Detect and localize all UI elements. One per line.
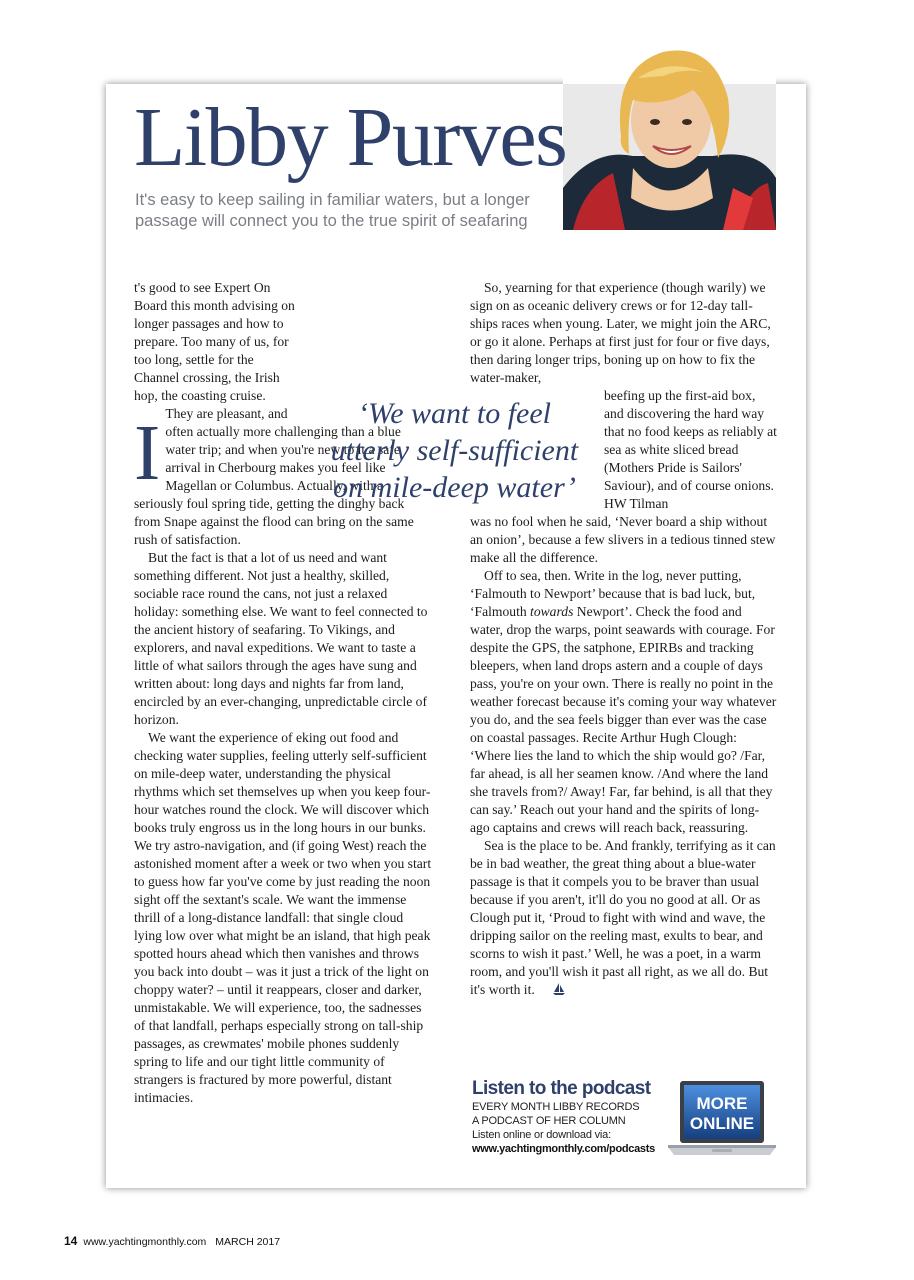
right-paragraph-2: Off to sea, then. Write in the log, never putting, ‘Falmouth to Newport’ because that is bad luck, but, ‘Falmouth towards Newport’. Check the food and water, drop the warps, point seawards with courage. For despite the GPS, the satphone, EPIRBs and tracking bleepers, when land drops astern and a couple of days pass, you're on your own. There is really no point in the weather forecast because it's coming your way whatever you do, and the sea feels bigger than ever was the case on coastal passages. Recite Arthur Hugh Clough: ‘Where lies the land to which the ship would go? /Far, far ahead, is all her seamen know. /And where the land she travels from?/ Away! Far, far behind, is all that they can say.’ Reach out your hand and the spirits of long-ago captains and crews will reach back, reassuring. [470,568,777,835]
right-paragraph-1b: beefing up the first-aid box, and discovering the hard way that no food keeps as reliably at sea as white sliced bread (Mothers Pride is Sailors' Saviour), and of course onions. HW Tilman [604,388,777,511]
page-number: 14 [64,1234,78,1248]
badge-line-2: ONLINE [689,1114,755,1133]
author-portrait [563,38,776,230]
podcast-box [472,1078,672,1156]
left-paragraph-1b: from Snape against the flood can bring on the same rush of satisfaction. [134,514,414,547]
pull-quote-line-3: on mile-deep water’ [333,471,576,504]
sailboat-icon [539,982,565,1001]
article-title: Libby Purves [134,91,567,184]
podcast-line-1: EVERY MONTH LIBBY RECORDS [472,1101,640,1113]
left-paragraph-3: We want the experience of eking out food and checking water supplies, feeling utterly self-sufficient on mile-deep water, understanding the physical rhythms which set themselves up when you keep four-hour watches round the clock. We will discover which books truly engross us in the long hours in our bunks. We try astro-navigation, and (if going West) reach the astonished moment after a week or two when you start to guess how far you've come by just reading the noon sight off the sextant's scale. We want the immense thrill of a long-distance landfall: that single cloud lying low over what might be an island, that high peak spotted hours ahead which then vanishes and throws you back into doubt – was it just a trick of the light on choppy water? – until it reappears, closer and darker, unmistakable. We will experience, too, the sadnesses of that landfall, perhaps especially strong on tall-ship passages, as crewmates' mobile phones suddenly spring to life and our tight little community of strangers is fractured by more powerful, distant intimacies. [134,730,432,1105]
right-paragraph-1a: So, yearning for that experience (though warily) we sign on as oceanic delivery crews or for 12-day tall-ships races when young. Later, we might join the ARC, or go it alone. Perhaps at first just for four or five days, then daring longer trips, boning up on how to fix the water-maker, [470,280,771,385]
article-subtitle: It's easy to keep sailing in familiar waters, but a longer passage will connect you to the true spirit of seafaring [135,191,530,230]
pull-quote [302,395,607,506]
right-column [470,279,777,1001]
pull-quote-line-1: ‘We want to feel [357,397,552,430]
footer-site: www.yachtingmonthly.com [83,1236,207,1248]
pull-quote-line-2: utterly self-sufficient [330,434,579,467]
right-paragraph-3: Sea is the place to be. And frankly, terrifying as it can be in bad weather, the great thing about a blue-water passage is that it compels you to be braver than usual because if you aren't, it'll do you no good at all. Or as Clough put it, ‘Proud to fight with wind and wave, the dripping sailor on the reeling mast, exults to bear, and scorns to wish it past.’ Well, he was a poet, in a warm room, and you'll wish it past all right, as we all do. But it's worth it. [470,837,777,1001]
footer-date: MARCH 2017 [215,1236,281,1248]
podcast-url[interactable]: www.yachtingmonthly.com/podcasts [472,1143,655,1155]
podcast-line-2: A PODCAST OF HER COLUMN [472,1115,626,1127]
page-footer [64,1234,280,1248]
drop-cap: I [134,410,161,497]
left-paragraph-1a: t's good to see Expert On Board this month advising on longer passages and how to prepare. Too many of us, for too long, settle for the Channel crossing, the Irish hop, the coasting cruise. They are pleasant, and often actually more challenging than a blue water trip; and when you're new to it a safe arrival in Cherbourg makes you feel like Magellan or Columbus. Actually, with a seriously foul spring tide, getting the dinghy back [134,280,405,511]
badge-line-1: MORE [696,1094,748,1113]
podcast-title: Listen to the podcast [472,1078,651,1099]
left-paragraph-2: But the fact is that a lot of us need and want something different. Not just a healthy, skilled, sociable race round the cans, not just a relaxed holiday: something else. We want to feel connected to the ancient history of seafaring. To Vikings, and explorers, and naval expeditions. We want to taste a little of what sailors through the ages have sung and written about: long days and nights far from land, encircled by an ever-changing, unpredictable circle of horizon. [134,550,428,727]
laptop-icon[interactable] [666,1079,778,1161]
right-paragraph-1c: was no fool when he said, ‘Never board a ship without an onion’, because a few slivers in a tedious tinned stew make all the difference. [470,514,776,565]
podcast-line-3: Listen online or download via: [472,1129,611,1141]
